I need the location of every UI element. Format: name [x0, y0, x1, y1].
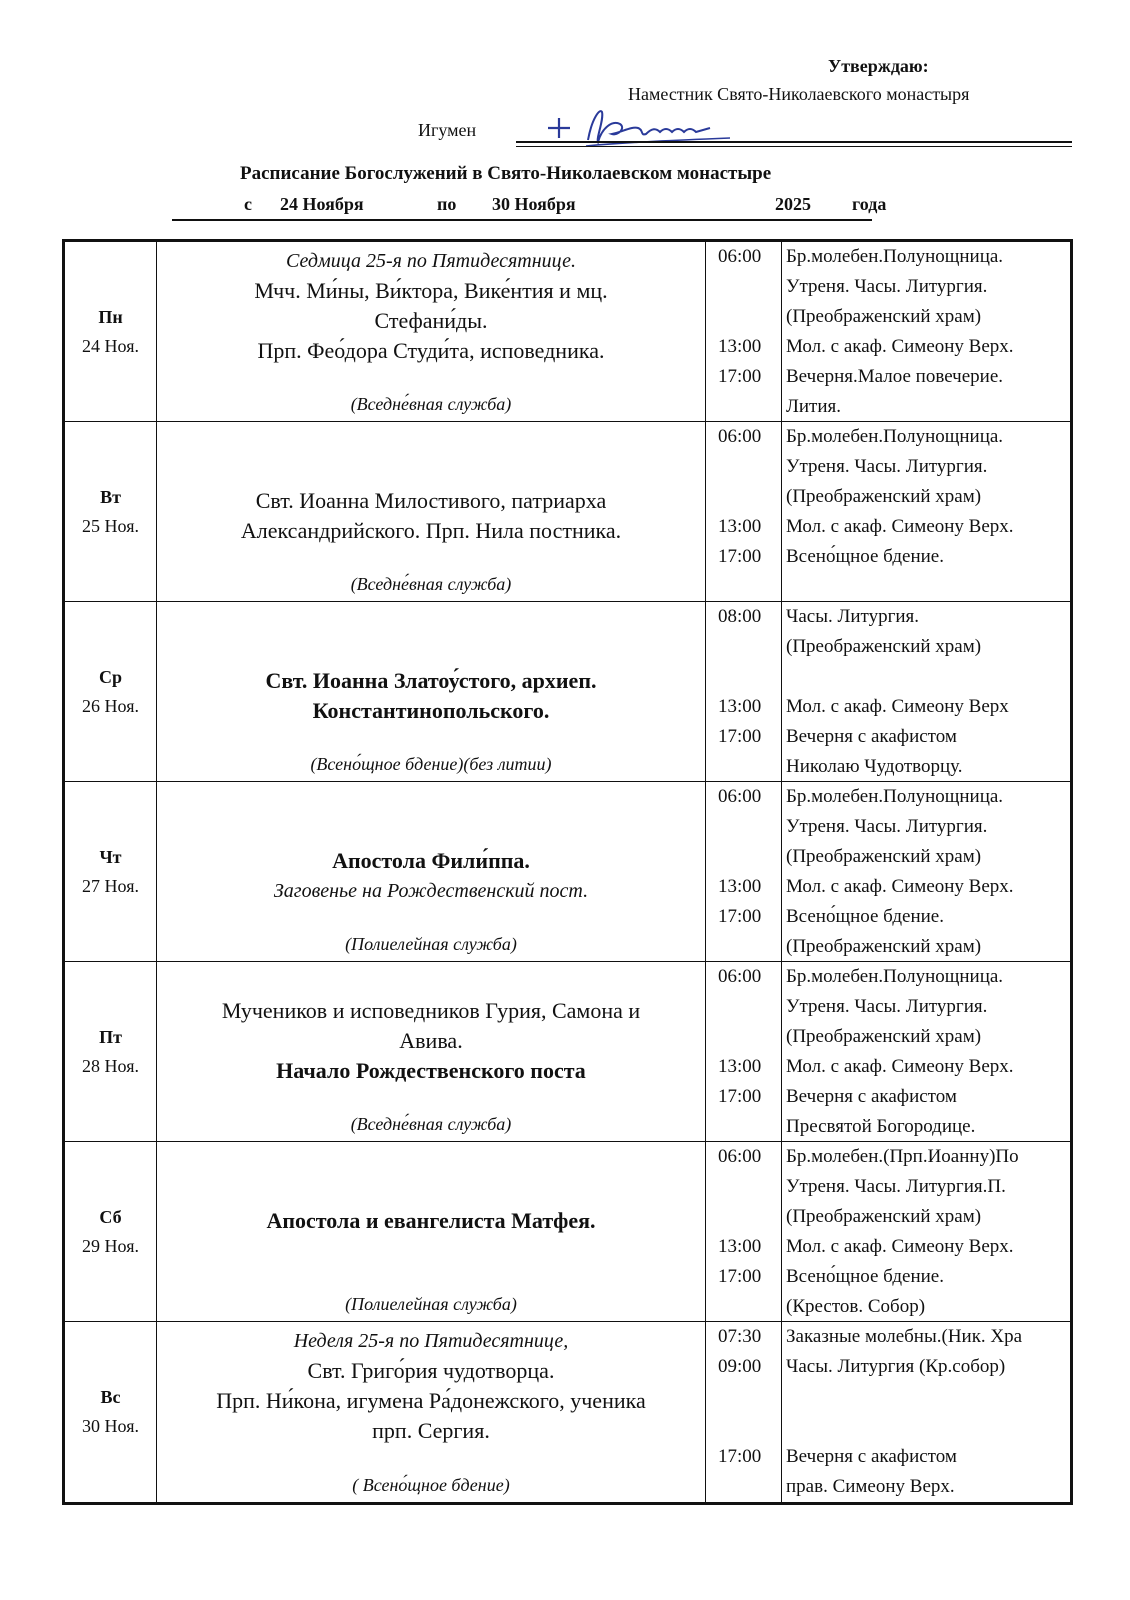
time-cell [706, 1322, 782, 1502]
service-text: Часы. Литургия. [786, 606, 920, 627]
day-cell [65, 602, 157, 781]
service-type-note: (Вседне́вная служба) [350, 574, 512, 594]
day-date: 30 Ноя. [82, 1416, 139, 1436]
service-cell [782, 242, 1070, 421]
feast-line [163, 1176, 699, 1206]
service-time: 08:00 [718, 606, 762, 627]
service-text: Часы. Литургия (Кр.собор) [786, 1356, 1006, 1377]
service-time [718, 1172, 781, 1202]
service-time [718, 992, 781, 1022]
service-text: (Преображенский храм) [786, 936, 982, 957]
day-cell [65, 1142, 157, 1321]
service-text: Мол. с акаф. Симеону Верх. [786, 516, 1014, 537]
service-text: Вечерня с акафистом [786, 1446, 957, 1467]
service-text: (Преображенский храм) [786, 1206, 982, 1227]
service-time: 17:00 [718, 906, 762, 927]
service-text: (Преображенский храм) [786, 846, 982, 867]
service-text: Утреня. Часы. Литургия.П. [786, 1176, 1006, 1197]
time-cell [706, 782, 782, 961]
day-cell [65, 1322, 157, 1502]
service-text [786, 662, 1070, 692]
service-time [718, 812, 781, 842]
time-cell [706, 422, 782, 601]
service-type-note: (Вседне́вная служба) [350, 394, 512, 414]
service-text: Мол. с акаф. Симеону Верх [786, 696, 1009, 717]
feast-line [163, 1146, 699, 1176]
feast-line: Авива. [399, 1028, 463, 1053]
service-text: Мол. с акаф. Симеону Верх. [786, 1056, 1014, 1077]
service-cell [782, 962, 1070, 1141]
day-row [65, 1322, 1070, 1502]
feast-line: Апостола и евангелиста Матфея. [266, 1208, 596, 1233]
to-label: по [437, 194, 457, 214]
feast-line: Мучеников и исповедников Гурия, Самона и [221, 998, 641, 1023]
service-time: 06:00 [718, 786, 762, 807]
service-text: Вечерня.Малое повечерие. [786, 366, 1003, 387]
time-cell [706, 1142, 782, 1321]
service-text: Пресвятой Богородице. [786, 1116, 976, 1137]
service-text: Заказные молебны.(Ник. Хра [786, 1326, 1023, 1347]
from-label: с [244, 194, 252, 214]
feast-line: Свт. Иоанна Милостивого, патриарха [255, 488, 607, 513]
service-text: Вечерня с акафистом [786, 1086, 957, 1107]
service-time: 13:00 [718, 696, 762, 717]
service-time: 17:00 [718, 366, 762, 387]
service-time [718, 452, 781, 482]
service-text: Бр.молебен.Полунощница. [786, 426, 1004, 447]
service-text: Всено́щное бдение. [786, 1266, 944, 1287]
period-line [172, 194, 887, 220]
feast-line [163, 456, 699, 486]
day-row [65, 962, 1070, 1142]
service-text: Вечерня с акафистом [786, 726, 957, 747]
service-text: (Преображенский храм) [786, 1026, 982, 1047]
signature-line-secondary [516, 146, 1072, 147]
day-cell [65, 782, 157, 961]
service-time [718, 272, 781, 302]
day-cell [65, 242, 157, 421]
feast-cell [157, 962, 706, 1141]
service-text: Бр.молебен.Полунощница. [786, 246, 1004, 267]
service-time [718, 392, 781, 422]
approval-heading: Утверждаю: [828, 56, 929, 76]
service-text [786, 1382, 1070, 1412]
service-time [718, 302, 781, 332]
feast-line [163, 636, 699, 666]
day-of-week: Чт [99, 846, 122, 867]
day-date: 24 Ноя. [82, 335, 139, 356]
service-text: Мол. с акаф. Симеону Верх. [786, 876, 1014, 897]
service-cell [782, 602, 1070, 781]
day-row [65, 782, 1070, 962]
service-time: 13:00 [718, 336, 762, 357]
feast-cell [157, 422, 706, 601]
service-text: Утреня. Часы. Литургия. [786, 996, 988, 1017]
feast-line [163, 966, 699, 996]
document-title: Расписание Богослужений в Свято-Николаевском монастыре [240, 163, 772, 184]
service-time [718, 1382, 781, 1412]
service-type-note: (Полиелейная служба) [345, 1294, 517, 1314]
day-row [65, 422, 1070, 602]
day-of-week: Вт [100, 486, 121, 507]
service-text: (Преображенский храм) [786, 486, 982, 507]
service-text [786, 1412, 1070, 1442]
feast-line: Начало Рождественского поста [276, 1058, 586, 1083]
signature-line [516, 141, 1072, 143]
approver-rank: Игумен [418, 120, 477, 140]
service-cell [782, 422, 1070, 601]
service-time: 09:00 [718, 1356, 762, 1377]
time-cell [706, 242, 782, 421]
day-date: 28 Ноя. [82, 1055, 139, 1076]
feast-line [163, 786, 699, 816]
period-underline [172, 219, 872, 221]
feast-line [163, 606, 699, 636]
day-of-week: Ср [98, 666, 122, 687]
year-label: года [852, 194, 887, 214]
time-cell [706, 962, 782, 1141]
feast-cell [157, 602, 706, 781]
feast-line: Мчч. Ми́ны, Ви́ктора, Вике́нтия и мц. [254, 278, 608, 303]
service-time [718, 662, 781, 692]
service-time: 13:00 [718, 516, 762, 537]
service-time [718, 1202, 781, 1232]
service-type-note: (Вседне́вная служба) [350, 1114, 512, 1134]
service-text: Бр.молебен.(Прп.Иоанну)По [786, 1146, 1019, 1167]
service-time: 17:00 [718, 1266, 762, 1287]
schedule-table [62, 239, 1073, 1505]
time-cell [706, 602, 782, 781]
service-text: Бр.молебен.Полунощница. [786, 966, 1004, 987]
service-text: Всено́щное бдение. [786, 546, 944, 567]
service-time: 13:00 [718, 876, 762, 897]
service-time: 06:00 [718, 1146, 762, 1167]
day-date: 26 Ноя. [82, 695, 139, 716]
day-cell [65, 962, 157, 1141]
service-text: Мол. с акаф. Симеону Верх. [786, 1236, 1014, 1257]
service-cell [782, 782, 1070, 961]
signature-image [540, 98, 740, 158]
from-date: 24 Ноября [280, 194, 364, 214]
service-time [718, 1472, 781, 1502]
service-time [718, 1112, 781, 1142]
feast-line [163, 426, 699, 456]
service-text: (Преображенский храм) [786, 636, 982, 657]
feast-line: Свт. Иоанна Златоу́стого, архиеп. [265, 668, 597, 693]
day-of-week: Сб [99, 1206, 122, 1227]
service-type-note: ( Всено́щное бдение) [352, 1475, 510, 1495]
feast-line [163, 1236, 699, 1266]
feast-line: Стефани́ды. [374, 308, 488, 333]
feast-cell [157, 1142, 706, 1321]
service-time: 17:00 [718, 546, 762, 567]
feast-line: Константинопольского. [312, 698, 550, 723]
feast-line [163, 816, 699, 846]
service-text: Лития. [786, 396, 842, 417]
feast-cell [157, 1322, 706, 1502]
feast-line: Седмица 25-я по Пятидесятнице. [285, 250, 576, 272]
day-row [65, 1142, 1070, 1322]
day-row [65, 242, 1070, 422]
feast-line: Апостола Фили́ппа. [332, 848, 530, 873]
day-date: 27 Ноя. [82, 875, 139, 896]
year: 2025 [775, 194, 811, 214]
day-row [65, 602, 1070, 782]
service-text: (Преображенский храм) [786, 306, 982, 327]
service-time [718, 1292, 781, 1322]
service-cell [782, 1322, 1070, 1502]
feast-line: Свт. Григо́рия чудотворца. [307, 1358, 555, 1383]
service-time [718, 932, 781, 962]
feast-line: Заговенье на Рождественский пост. [273, 880, 589, 902]
service-text: Бр.молебен.Полунощница. [786, 786, 1004, 807]
feast-line: Александрийского. Прп. Нила постника. [240, 518, 622, 543]
day-of-week: Вс [100, 1387, 121, 1407]
service-text: Утреня. Часы. Литургия. [786, 276, 988, 297]
feast-cell [157, 782, 706, 961]
day-date: 25 Ноя. [82, 515, 139, 536]
day-cell [65, 422, 157, 601]
service-text: Утреня. Часы. Литургия. [786, 816, 988, 837]
service-time [718, 1022, 781, 1052]
approver-position: Наместник Свято-Николаевского монастыря [628, 84, 970, 104]
service-text: Всено́щное бдение. [786, 906, 944, 927]
service-time: 17:00 [718, 1086, 762, 1107]
service-time: 13:00 [718, 1056, 762, 1077]
service-time [718, 482, 781, 512]
service-time [718, 1412, 781, 1442]
feast-line: Прп. Фео́дора Студи́та, исповедника. [257, 338, 605, 363]
service-time [718, 752, 781, 782]
feast-cell [157, 242, 706, 421]
service-time: 07:30 [718, 1326, 762, 1347]
service-time: 06:00 [718, 966, 762, 987]
service-time [718, 572, 781, 602]
service-text: Мол. с акаф. Симеону Верх. [786, 336, 1014, 357]
service-text: Утреня. Часы. Литургия. [786, 456, 988, 477]
service-time: 13:00 [718, 1236, 762, 1257]
feast-line: Неделя 25-я по Пятидесятнице, [293, 1330, 569, 1352]
service-time: 17:00 [718, 1446, 762, 1467]
service-cell [782, 1142, 1070, 1321]
feast-line: прп. Сергия. [372, 1418, 490, 1443]
service-text: Николаю Чудотворцу. [786, 756, 963, 777]
service-text [786, 572, 1070, 601]
service-text: (Крестов. Собор) [786, 1296, 926, 1317]
service-time [718, 632, 781, 662]
service-time: 17:00 [718, 726, 762, 747]
day-of-week: Пн [98, 306, 123, 327]
service-time: 06:00 [718, 246, 762, 267]
service-time: 06:00 [718, 426, 762, 447]
day-date: 29 Ноя. [82, 1235, 139, 1256]
service-text: прав. Симеону Верх. [786, 1476, 955, 1497]
service-type-note: (Всено́щное бдение)(без литии) [310, 754, 552, 774]
feast-line: Прп. Ни́кона, игумена Ра́донежского, ученика [216, 1388, 646, 1413]
day-of-week: Пт [99, 1026, 122, 1047]
service-time [718, 842, 781, 872]
service-type-note: (Полиелейная служба) [345, 934, 517, 954]
to-date: 30 Ноября [492, 194, 576, 214]
